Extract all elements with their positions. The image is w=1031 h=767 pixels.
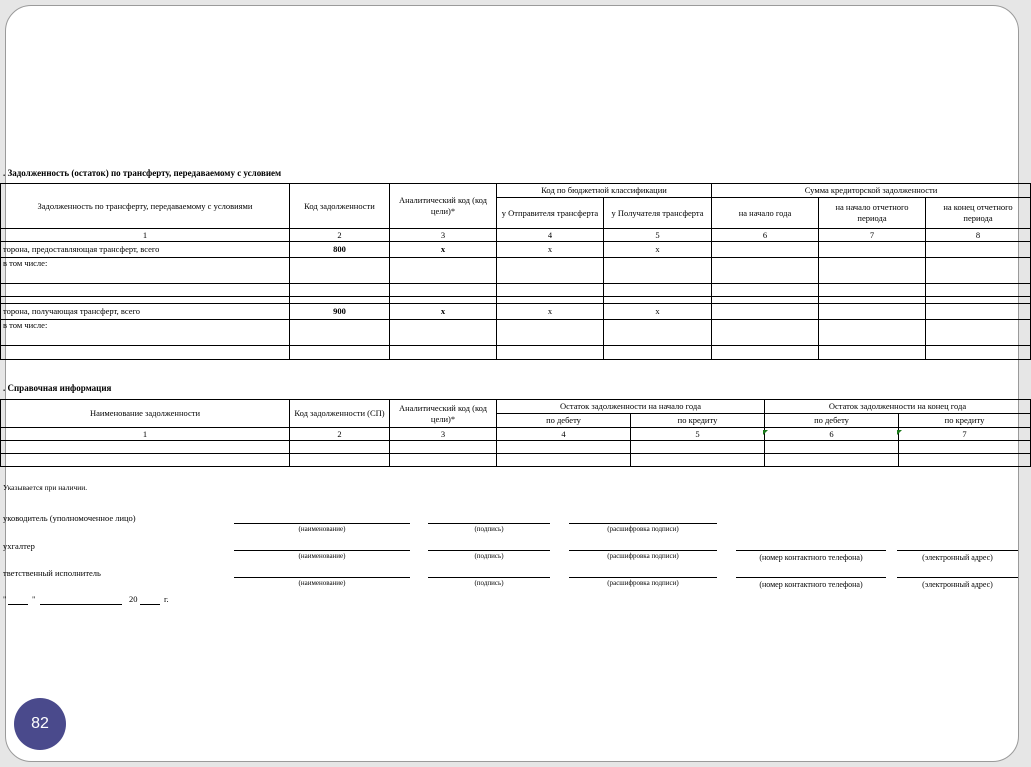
col-number: 3 bbox=[390, 229, 497, 242]
caption-name: (наименование) bbox=[298, 525, 346, 533]
col-number: 6 bbox=[765, 428, 899, 441]
header-receiver: у Получателя трансферта bbox=[604, 198, 712, 229]
col-number: 2 bbox=[290, 428, 390, 441]
green-corner-mark bbox=[763, 430, 768, 435]
slide bbox=[5, 5, 1019, 762]
ref-header-end-group: Остаток задолженности на конец года bbox=[765, 400, 1031, 414]
transfer-debt-table bbox=[0, 183, 1031, 360]
row-sender-label: торона, предоставляющая трансферт, всего bbox=[1, 242, 290, 258]
row-sender-c5: x bbox=[604, 242, 712, 258]
date-month-line bbox=[40, 604, 122, 605]
ref-header-code: Код задолженности (СП) bbox=[290, 400, 390, 428]
accountant-phone-line bbox=[736, 550, 886, 551]
col-number: 7 bbox=[899, 428, 1031, 441]
header-period-start: на начало отчетного периода bbox=[819, 198, 926, 229]
row-receiver-c5: x bbox=[604, 304, 712, 320]
date-day-line bbox=[8, 604, 28, 605]
caption-name: (наименование) bbox=[298, 552, 346, 560]
caption-email: (электронный адрес) bbox=[922, 580, 993, 589]
section2-title: . Справочная информация bbox=[3, 383, 112, 393]
date-quote-close: " bbox=[32, 594, 36, 604]
col-number: 4 bbox=[497, 229, 604, 242]
row-sender-sub: в том числе: bbox=[1, 258, 290, 284]
col-number: 1 bbox=[1, 229, 290, 242]
caption-decode: (расшифровка подписи) bbox=[607, 579, 679, 587]
col-number: 6 bbox=[712, 229, 819, 242]
date-quote-open: " bbox=[3, 594, 7, 604]
row-sender-c3: x bbox=[390, 242, 497, 258]
accountant-label: ухгалтер bbox=[3, 541, 35, 551]
head-label: уководитель (уполномоченное лицо) bbox=[3, 513, 136, 523]
col-number: 3 bbox=[390, 428, 497, 441]
accountant-name-line bbox=[234, 550, 410, 551]
header-budget-group: Код по бюджетной классификации bbox=[497, 184, 712, 198]
caption-phone: (номер контактного телефона) bbox=[759, 553, 863, 562]
caption-name: (наименование) bbox=[298, 579, 346, 587]
accountant-email-line bbox=[897, 550, 1018, 551]
ref-header-start-group: Остаток задолженности на начало года bbox=[497, 400, 765, 414]
executor-label: тветственный исполнитель bbox=[3, 568, 101, 578]
col-number: 4 bbox=[497, 428, 631, 441]
accountant-decode-line bbox=[569, 550, 717, 551]
ref-header-end-credit: по кредиту bbox=[899, 414, 1031, 428]
header-code: Код задолженности bbox=[290, 184, 390, 229]
executor-name-line bbox=[234, 577, 410, 578]
date-year-prefix: 20 bbox=[129, 594, 138, 604]
caption-phone: (номер контактного телефона) bbox=[759, 580, 863, 589]
footnote: Указывается при наличии. bbox=[3, 483, 88, 492]
col-number: 5 bbox=[631, 428, 765, 441]
col-number: 7 bbox=[819, 229, 926, 242]
caption-sign: (подпись) bbox=[474, 525, 504, 533]
header-year-start: на начало года bbox=[712, 198, 819, 229]
row-receiver-c4: x bbox=[497, 304, 604, 320]
row-receiver-code: 900 bbox=[290, 304, 390, 320]
executor-decode-line bbox=[569, 577, 717, 578]
caption-email: (электронный адрес) bbox=[922, 553, 993, 562]
date-year-suffix: г. bbox=[164, 594, 169, 604]
executor-sign-line bbox=[428, 577, 550, 578]
ref-header-analytic: Аналитический код (код цели)* bbox=[390, 400, 497, 428]
header-analytic: Аналитический код (код цели)* bbox=[390, 184, 497, 229]
executor-phone-line bbox=[736, 577, 886, 578]
caption-decode: (расшифровка подписи) bbox=[607, 525, 679, 533]
ref-header-end-debit: по дебету bbox=[765, 414, 899, 428]
row-sender-c4: x bbox=[497, 242, 604, 258]
col-number: 5 bbox=[604, 229, 712, 242]
col-number: 2 bbox=[290, 229, 390, 242]
ref-header-start-debit: по дебету bbox=[497, 414, 631, 428]
col-number: 8 bbox=[926, 229, 1031, 242]
caption-sign: (подпись) bbox=[474, 579, 504, 587]
green-corner-mark bbox=[897, 430, 902, 435]
accountant-sign-line bbox=[428, 550, 550, 551]
row-receiver-label: торона, получающая трансферт, всего bbox=[1, 304, 290, 320]
row-receiver-sub: в том числе: bbox=[1, 320, 290, 346]
head-decode-line bbox=[569, 523, 717, 524]
header-debt: Задолженность по трансферту, передаваемому с условиями bbox=[1, 184, 290, 229]
executor-email-line bbox=[897, 577, 1018, 578]
caption-decode: (расшифровка подписи) bbox=[607, 552, 679, 560]
header-sum-group: Сумма кредиторской задолженности bbox=[712, 184, 1031, 198]
col-number: 1 bbox=[1, 428, 290, 441]
caption-sign: (подпись) bbox=[474, 552, 504, 560]
header-sender: у Отправителя трансферта bbox=[497, 198, 604, 229]
header-period-end: на конец отчетного периода bbox=[926, 198, 1031, 229]
ref-header-start-credit: по кредиту bbox=[631, 414, 765, 428]
row-receiver-c3: x bbox=[390, 304, 497, 320]
reference-table bbox=[0, 399, 1031, 467]
page-number-badge bbox=[14, 698, 66, 750]
head-sign-line bbox=[428, 523, 550, 524]
head-name-line bbox=[234, 523, 410, 524]
page-number: 82 bbox=[31, 715, 49, 732]
section1-title: . Задолженность (остаток) по трансферту, передаваемому с условием bbox=[3, 168, 282, 178]
date-year-line bbox=[140, 604, 160, 605]
ref-header-name: Наименование задолженности bbox=[1, 400, 290, 428]
row-sender-code: 800 bbox=[290, 242, 390, 258]
